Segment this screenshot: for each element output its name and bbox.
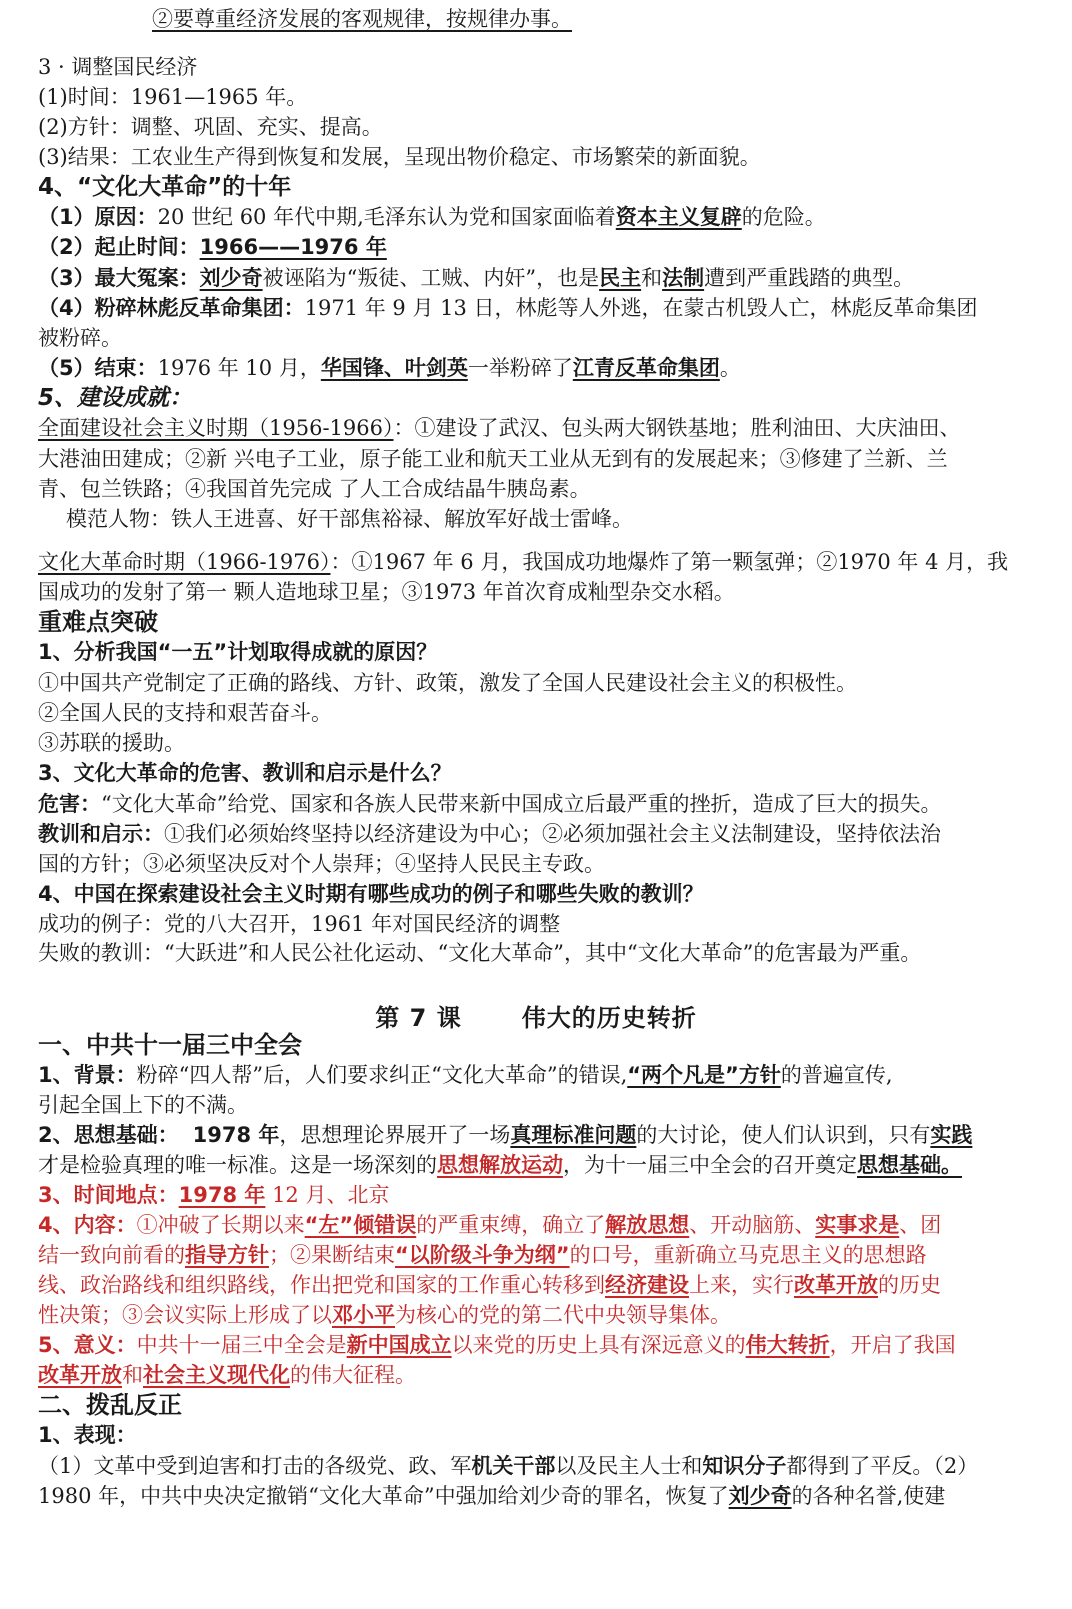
background-l2: 引起全国上下的不满。: [38, 1093, 248, 1117]
section-3-result: (3)结果：工农业生产得到恢复和发展，呈现出物价稳定、市场繁荣的新面貌。: [38, 145, 761, 169]
section-5-title: 5、建设成就：: [38, 385, 193, 411]
content-l3: 线、政治路线和组织路线，作出把党和国家的工作重心转移到经济建设上来，实行改革开放的历史: [38, 1273, 941, 1297]
section-4-linbiao: （4）粉碎林彪反革命集团：1971 年 9 月 13 日，林彪等人外逃，在蒙古机毁人亡，林彪反革命集团: [38, 296, 978, 320]
part-2-title: 二、拨乱反正: [38, 1391, 182, 1419]
section-3-policy: (2)方针：调整、巩固、充实、提高。: [38, 115, 383, 139]
section-5-para1-l3: 青、包兰铁路；④我国首先完成 了人工合成结晶牛胰岛素。: [38, 477, 591, 501]
section-4-title: 4、“文化大革命”的十年: [38, 174, 292, 200]
section-5-para2-l2: 国成功的发射了第一 颗人造地球卫星；③1973 年首次育成籼型杂交水稻。: [38, 580, 735, 604]
section-5-para1-l2: 大港油田建成；②新 兴电子工业，原子能工业和航天工业从无到有的发展起来；③修建了兰新、兰: [38, 447, 948, 471]
section-5-para2-l1: 文化大革命时期（1966-1976）：①1967 年 6 月，我国成功地爆炸了第一颗氢弹；②1970 年 4 月，我: [38, 550, 1009, 574]
answer-3-lesson-cont: 国的方针；③必须坚决反对个人崇拜；④坚持人民民主专政。: [38, 852, 605, 876]
manifest-l1: （1）文革中受到迫害和打击的各级党、政、军机关干部以及民主人士和知识分子都得到了平反。（2）: [38, 1454, 979, 1478]
question-3: 3、文化大革命的危害、教训和启示是什么？: [38, 761, 452, 785]
section-4-cause: （1）原因：20 世纪 60 年代中期,毛泽东认为党和国家面临着资本主义复辟的危险。: [38, 205, 826, 229]
lesson-title: 第 7 课 伟大的历史转折: [375, 1004, 697, 1032]
key-points-title: 重难点突破: [38, 608, 158, 636]
meaning-l1: 5、意义：中共十一届三中全会是新中国成立以来党的历史上具有深远意义的伟大转折，开启了我国: [38, 1333, 956, 1357]
time-place: 3、时间地点：1978 年 12 月、北京: [38, 1183, 390, 1207]
section-5-para1-l1: 全面建设社会主义时期（1956-1966）：①建设了武汉、包头两大钢铁基地；胜利油田、大庆油田、: [38, 416, 961, 440]
background-l1: 1、背景：粉碎“四人帮”后，人们要求纠正“文化大革命”的错误,“两个凡是”方针的普遍宣传,: [38, 1063, 893, 1087]
meaning-l2: 改革开放和社会主义现代化的伟大征程。: [38, 1363, 416, 1387]
foundation-l1: 2、思想基础： 1978 年，思想理论界展开了一场真理标准问题的大讨论，使人们认识到，只有实践: [38, 1123, 973, 1147]
section-4-linbiao-cont: 被粉碎。: [38, 326, 122, 350]
answer-3-harm: 危害：“文化大革命”给党、国家和各族人民带来新中国成立后最严重的挫折，造成了巨大的损失。: [38, 792, 942, 816]
question-4: 4、中国在探索建设社会主义时期有哪些成功的例子和哪些失败的教训？: [38, 882, 704, 906]
part-1-title: 一、中共十一届三中全会: [38, 1031, 302, 1059]
top-line: ②要尊重经济发展的客观规律，按规律办事。: [152, 7, 572, 31]
content-l2: 结一致向前看的指导方针；②果断结束“以阶级斗争为纲”的口号，重新确立马克思主义的思想路: [38, 1243, 927, 1267]
content-l1: 4、内容：①冲破了长期以来“左”倾错误的严重束缚，确立了解放思想、开动脑筋、实事求是、团: [38, 1213, 942, 1237]
section-4-case: （3）最大冤案：刘少奇被诬陷为“叛徒、工贼、内奸”，也是民主和法制遭到严重践踏的典型。: [38, 266, 915, 290]
answer-4-failure: 失败的教训：“大跃进”和人民公社化运动、“文化大革命”，其中“文化大革命”的危害最为严重。: [38, 941, 922, 965]
answer-1-2: ②全国人民的支持和艰苦奋斗。: [38, 701, 332, 725]
manifest-title: 1、表现：: [38, 1423, 137, 1447]
manifest-l2: 1980 年，中共中央决定撤销“文化大革命”中强加给刘少奇的罪名，恢复了刘少奇的各种名誉,使建: [38, 1484, 946, 1508]
answer-1-3: ③苏联的援助。: [38, 731, 185, 755]
question-1: 1、分析我国“一五”计划取得成就的原因？: [38, 640, 438, 664]
answer-4-success: 成功的例子：党的八大召开，1961 年对国民经济的调整: [38, 912, 561, 936]
section-5-models: 模范人物：铁人王进喜、好干部焦裕禄、解放军好战士雷峰。: [66, 507, 633, 531]
answer-1-1: ①中国共产党制定了正确的路线、方针、政策，激发了全国人民建设社会主义的积极性。: [38, 671, 857, 695]
content-l4: 性决策；③会议实际上形成了以邓小平为核心的党的第二代中央领导集体。: [38, 1303, 731, 1327]
foundation-l2: 才是检验真理的唯一标准。这是一场深刻的思想解放运动，为十一届三中全会的召开奠定思想基础。: [38, 1153, 962, 1177]
section-4-period: （2）起止时间：1966——1976 年: [38, 235, 387, 259]
answer-3-lesson: 教训和启示：①我们必须始终坚持以经济建设为中心；②必须加强社会主义法制建设，坚持依法治: [38, 822, 941, 846]
section-3-title: 3 · 调整国民经济: [38, 55, 198, 79]
section-3-time: (1)时间：1961—1965 年。: [38, 85, 308, 109]
section-4-end: （5）结束：1976 年 10 月，华国锋、叶剑英一举粉碎了江青反革命集团。: [38, 356, 741, 380]
